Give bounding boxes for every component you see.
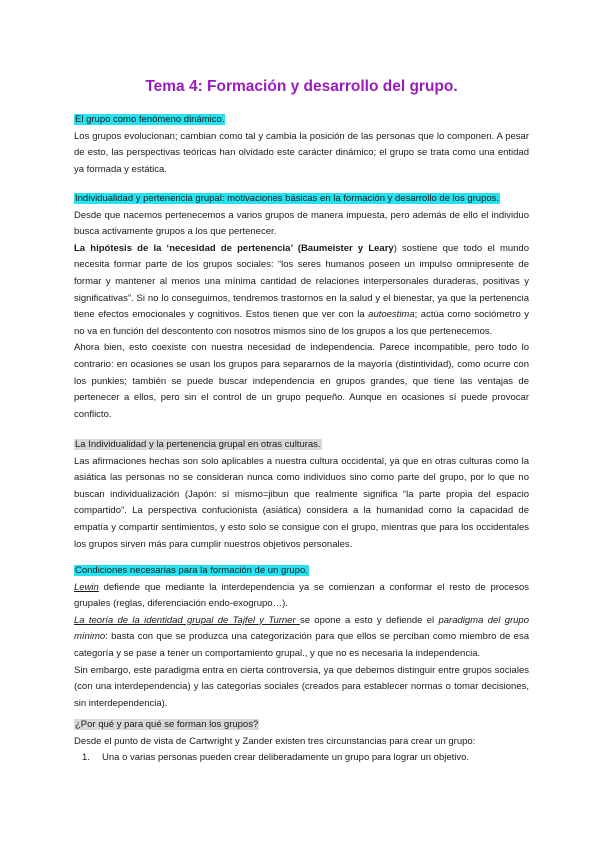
section-dynamic <box>74 112 529 178</box>
paragraph: Sin embargo, este paradigma entra en cierta controversia, ya que debemos distinguir entre grupos sociales (con una interdependencia) y las categorías sociales (creados para establecer normas o tomar decisiones, sin interdependencia). <box>74 664 529 709</box>
paragraph-text: se opone a esto y defiende el <box>299 614 439 626</box>
list-item <box>74 750 529 767</box>
section-belonging <box>74 191 529 423</box>
paragraph-text: ) sostiene que todo el mundo necesita formar parte de los grupos sociales: “los seres humanos poseen un impulso omnipresente de formar y mantener al menos una mínima cantidad de relaciones interpersonales duraderas, positivas y significativas”. Si no lo conseguimos, tendremos trastornos en la salud y el bienestar, ya que la pertenencia tiene efectos emocionales y cognitivos. Estos tienen que ver con la <box>74 242 529 321</box>
paragraph-text: : basta con que se produzca una categorización para que ellos se perciban como miembro de esa categoría y se pase a tener un comportamiento grupal., y que no es necesaria la independencia. <box>74 631 529 659</box>
paragraph-text: ; actúa como sociómetro y no va en función del descontento con nosotros mismos sino de los grupos a los que pertenecemos. <box>74 309 529 337</box>
page-title: Tema 4: Formación y desarrollo del grupo. <box>145 78 458 95</box>
hypothesis-label: La hipótesis de la ‘necesidad de pertenencia’ ( <box>74 242 301 254</box>
section-conditions <box>74 563 529 712</box>
section-heading: ¿Por qué y para qué se forman los grupos? <box>75 719 259 730</box>
author-link[interactable]: Lewin <box>74 581 99 593</box>
paragraph: Las afirmaciones hechas son solo aplicables a nuestra cultura occidental, ya que en otras culturas como la asiática las personas no se consideran nunca como individuos sino como parte del grupo, por lo que no buscan individualización (Japón: sí mismo=jibun que realmente significa “la parte propia del espacio compartido”. La perspectiva confucionista (asiática) considera a la humanidad como la capacidad de empatía y compartir sentimientos, y esto solo se consigue con el grupo, mientras que para los occidentales los grupos sirven más para cumplir nuestros objetivos personales. <box>74 455 529 550</box>
section-heading: La Individualidad y la pertenencia grupal en otras culturas. <box>75 439 321 450</box>
section-why <box>74 717 529 767</box>
paragraph <box>74 613 529 663</box>
paragraph: Desde el punto de vista de Cartwright y Zander existen tres circunstancias para crear un grupo: <box>74 735 476 747</box>
section-heading: Condiciones necesarias para la formación de un grupo. <box>75 565 308 576</box>
paragraph: Los grupos evolucionan; cambian como tal y cambia la posición de las personas que lo componen. A pesar de esto, las perspectivas teóricas han olvidado este carácter dinámico; el grupo se trata como una entidad ya formada y estática. <box>74 130 529 175</box>
term: autoestima <box>368 309 415 321</box>
theory-link[interactable]: La teoría de la identidad grupal de Tajfel y Turner <box>74 614 300 626</box>
list-text: Una o varias personas pueden crear deliberadamente un grupo para lograr un objetivo. <box>102 752 470 764</box>
section-heading: Individualidad y pertenencia grupal: motivaciones básicas en la formación y desarrollo de los grupos. <box>75 193 500 204</box>
authors: Baumeister y Leary <box>300 242 394 254</box>
paragraph <box>74 241 529 341</box>
paragraph <box>74 580 529 613</box>
term: paradigma del grupo mínimo <box>74 614 529 643</box>
paragraph-text: defiende que mediante la interdependencia ya se comienzan a conformar el resto de procesos grupales (reglas, diferenciación endo-exogrupo…). <box>74 581 529 610</box>
list-number: 1. <box>82 752 90 764</box>
section-heading: El grupo como fenómeno dinámico. <box>75 114 225 125</box>
section-cultures <box>74 437 529 553</box>
paragraph: Desde que nacemos pertenecemos a varios grupos de manera impuesta, pero además de ello el individuo busca activamente grupos a los que pertenecer. <box>74 209 529 238</box>
paragraph: Ahora bien, esto coexiste con nuestra necesidad de independencia. Parece incompatible, pero todo lo contrario: en ocasiones se usan los grupos para separarnos de la mayoría (distintividad), como ocurre con los punkies; también se puede buscar independencia en grupos grandes, que tiene las ventajas de pertenecer a ellos, pero sin el control de un grupo pequeño. Aunque en ocasiones sí puede provocar conflicto. <box>74 342 529 420</box>
